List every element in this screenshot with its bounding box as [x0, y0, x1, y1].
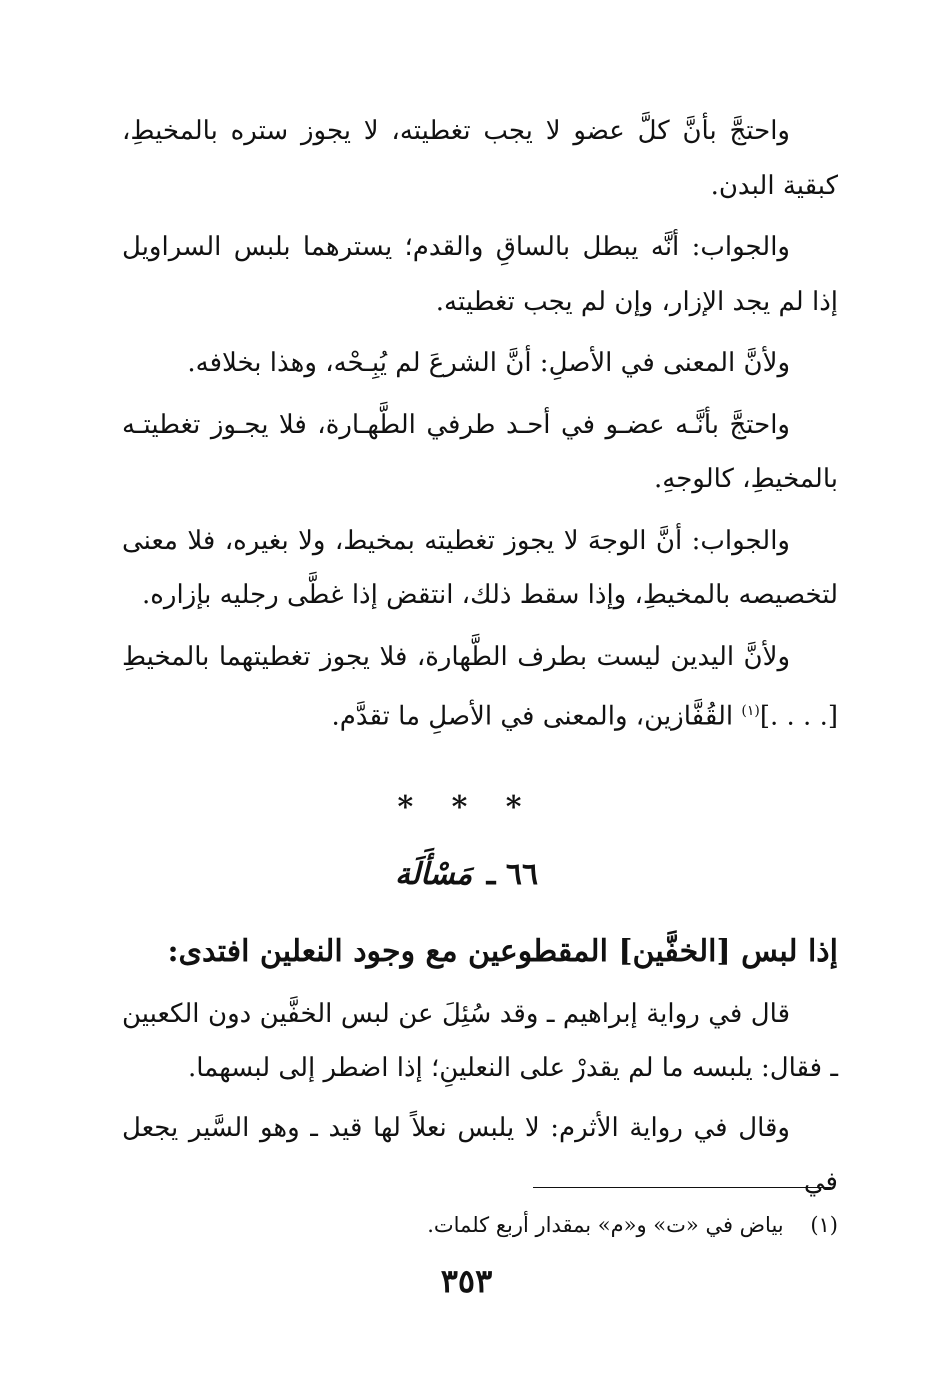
page-number: ٣٥٣ [440, 1262, 493, 1300]
paragraph: والجواب: أنَّ الوجهَ لا يجوز تغطيته بمخيط، ولا بغيره، فلا معنى لتخصيصه بالمخيطِ، وإذا سقط ذلك، انتقض إذا غطَّى رجليه بإزاره. [122, 525, 838, 610]
paragraph: وقال في رواية الأثرم: لا يلبس نعلاً لها قيد ـ وهو السَّير يجعل في [122, 1113, 838, 1197]
footnote-number: (١) [810, 1213, 838, 1237]
paragraph: واحتجَّ بأنَّـه عضـو في أحـد طرفي الطَّهـارة، فلا يجـوز تغطيتـه بالمخيطِ، كالوجهِ. [122, 409, 838, 494]
paragraph: قال في رواية إبراهيم ـ وقد سُئِلَ عن لبس الخفَّين دون الكعبين ـ فقال: يلبسه ما لم يقدرْ على النعلينِ؛ إذا اضطر إلى لبسهما. [122, 999, 838, 1083]
masala-title [0, 857, 933, 892]
footnote [122, 1208, 838, 1242]
paragraph: والجواب: أنَّه يبطل بالساقِ والقدم؛ يسترهما بلبس السراويل إذا لم يجد الإزار، وإن لم يجب تغطيته. [122, 232, 838, 317]
main-text [122, 104, 838, 751]
section-heading: إذا لبس [الخفَّين] المقطوعين مع وجود النعلين افتدى: [167, 934, 838, 969]
masala-number: ٦٦ ـ [486, 857, 539, 892]
paragraph [122, 630, 838, 745]
section-separator: * * * [397, 790, 536, 825]
footnote-marker: (١) [741, 703, 760, 719]
masala-word: مَسْأَلَة [394, 857, 473, 892]
paragraph-tail: القُفَّازين، والمعنى في الأصلِ ما تقدَّم. [331, 701, 742, 732]
footnote-text: بياض في «ت» و«م» بمقدار أربع كلمات. [427, 1213, 784, 1237]
footnote-divider [533, 1187, 831, 1188]
paragraph: واحتجَّ بأنَّ كلَّ عضو لا يجب تغطيته، لا يجوز ستره بالمخيطِ، كبقية البدن. [122, 116, 838, 201]
paragraph-text: ولأنَّ اليدين ليست بطرف الطَّهارة، فلا يجوز تغطيتهما بالمخيطِ [. . . .] [122, 641, 838, 732]
paragraph: ولأنَّ المعنى في الأصلِ: أنَّ الشرعَ لم يُبِـحْه، وهذا بخلافه. [187, 348, 790, 378]
masala-section [122, 925, 838, 1215]
